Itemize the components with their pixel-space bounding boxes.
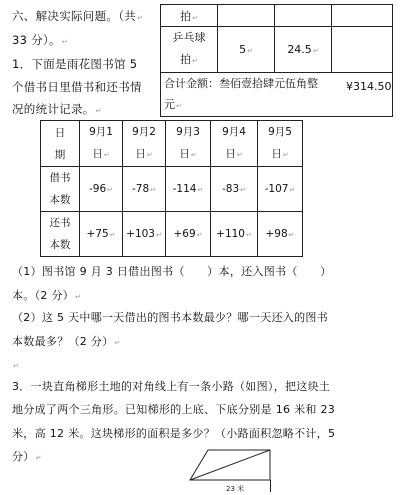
stats-date-text: 9月5 xyxy=(268,126,292,138)
q1-text-2: 个借书日里借书和还书情 xyxy=(12,80,142,94)
stats-date-text: 9月4 xyxy=(222,126,246,138)
text-cursor xyxy=(270,480,271,492)
sub2-line-1 xyxy=(12,309,328,325)
bottom-base-label: 23 米 xyxy=(226,485,245,493)
receipt-total-amount: ¥314.50 xyxy=(346,80,392,93)
receipt-amount-cell xyxy=(332,27,393,73)
paragraph-mark: ↵ xyxy=(190,151,197,159)
paragraph-mark: ↵ xyxy=(146,151,153,159)
stats-value-cell xyxy=(211,167,258,212)
stats-date-text: 日 xyxy=(271,148,282,160)
paragraph-mark: ↵ xyxy=(197,186,204,194)
stats-value-text: -107 xyxy=(264,183,289,195)
stats-date-text: 日 xyxy=(92,148,103,160)
receipt-qty-text: 5 xyxy=(239,43,247,56)
paragraph-mark: ↵ xyxy=(103,151,110,159)
stats-date-cell xyxy=(166,121,211,167)
q1-line-1 xyxy=(12,56,137,72)
paragraph-mark: ↵ xyxy=(236,151,243,159)
receipt-item-cell xyxy=(161,27,218,73)
stats-date-cell xyxy=(211,121,258,167)
stats-label-text: 本数 xyxy=(49,194,71,206)
q3-text-4: 分） xyxy=(12,450,35,463)
stats-header-text: 期 xyxy=(54,148,66,161)
receipt-price-cell xyxy=(275,5,332,27)
paragraph-mark: ↵ xyxy=(176,102,182,110)
receipt-price-text: 24.5 xyxy=(287,43,312,56)
q3-line-3 xyxy=(12,425,335,441)
sub1-line-1 xyxy=(12,263,332,279)
q3-line-4 xyxy=(12,448,42,464)
section-heading-text-1: 六、解决实际问题。（共 xyxy=(12,9,137,23)
stats-label-cell xyxy=(41,167,80,212)
paragraph-mark: ↵ xyxy=(61,38,69,46)
paragraph-mark: ↵ xyxy=(312,47,319,55)
q3-text-1: 3．一块直角梯形土地的对角线上有一条小路（如图），把这块土 xyxy=(12,380,331,393)
stats-date-text: 9月2 xyxy=(132,126,156,138)
receipt-qty-cell xyxy=(218,5,275,27)
q1-line-3 xyxy=(12,101,102,117)
sub1-line-2 xyxy=(12,287,81,303)
stats-value-cell xyxy=(80,212,123,257)
stats-value-text: +103 xyxy=(126,228,155,240)
stats-value-text: -114 xyxy=(172,183,197,195)
stats-date-cell xyxy=(123,121,166,167)
stats-value-cell xyxy=(123,167,166,212)
paragraph-mark: ↵ xyxy=(192,57,198,65)
receipt-table xyxy=(160,4,393,117)
receipt-total-text-2: 元 xyxy=(164,98,175,111)
library-stats-table xyxy=(40,120,303,257)
paragraph-mark: ↵ xyxy=(289,186,296,194)
q3-text-2: 地分成了两个三角形。已知梯形的上底、下底分别是 16 米和 23 xyxy=(12,403,336,416)
stats-date-row xyxy=(41,121,303,167)
receipt-item-text: 乒乓球 xyxy=(172,31,206,44)
stats-value-cell xyxy=(123,212,166,257)
q1-text-3: 况的统计记录。 xyxy=(12,102,95,116)
stats-value-cell xyxy=(211,212,258,257)
stats-value-text: -83 xyxy=(221,183,240,195)
stats-value-text: +110 xyxy=(216,228,245,240)
sub2-text-1: （2）这 5 天中哪一天借出的图书本数最少？哪一天还入的图书 xyxy=(12,311,328,324)
paragraph-mark: ↵ xyxy=(114,339,121,347)
stats-value-text: -96 xyxy=(88,183,107,195)
sub1-text-2: 本。（2 分） xyxy=(12,289,75,302)
receipt-qty-cell xyxy=(218,27,275,73)
receipt-item-text: 拍 xyxy=(180,9,192,23)
paragraph-mark: ↵ xyxy=(109,231,116,239)
receipt-total-text: 合计金额：叁佰壹拾肆元伍角整 xyxy=(164,77,318,90)
paragraph-mark: ↵ xyxy=(288,231,295,239)
paragraph-mark: ↵ xyxy=(196,231,203,239)
q1-text-1: 1．下面是雨花图书馆 5 xyxy=(12,57,138,71)
stats-date-text: 9月1 xyxy=(89,126,113,138)
receipt-price-cell xyxy=(275,27,332,73)
stats-date-text: 日 xyxy=(135,148,146,160)
stats-date-cell xyxy=(80,121,123,167)
paragraph-mark: ↵ xyxy=(137,14,144,22)
receipt-total-cell xyxy=(161,73,393,117)
stats-label-cell xyxy=(41,212,80,257)
paragraph-mark: ↵ xyxy=(150,186,157,194)
stats-label-text: 还书 xyxy=(49,217,71,229)
section-heading-line-2 xyxy=(12,32,68,48)
stats-label-text: 本数 xyxy=(49,239,71,251)
paragraph-mark: ↵ xyxy=(75,293,82,301)
stats-value-text: -78 xyxy=(131,183,150,195)
stats-date-text: 9月3 xyxy=(176,126,200,138)
stats-header-cell xyxy=(41,121,80,167)
stats-value-text: +69 xyxy=(173,228,196,240)
trapezoid-figure xyxy=(188,448,298,494)
paragraph-mark: ↵ xyxy=(95,107,102,115)
q1-line-2 xyxy=(12,79,142,95)
stats-value-cell xyxy=(258,212,303,257)
sub2-line-2 xyxy=(12,333,121,349)
stats-value-cell xyxy=(166,212,211,257)
paragraph-mark: ↵ xyxy=(13,362,20,370)
section-heading-line-1 xyxy=(12,8,143,24)
stats-value-cell xyxy=(258,167,303,212)
stats-date-text: 日 xyxy=(225,148,236,160)
q3-line-2 xyxy=(12,401,335,417)
stats-header-text: 日 xyxy=(54,126,66,139)
stats-value-cell xyxy=(166,167,211,212)
paragraph-mark: ↵ xyxy=(155,231,162,239)
section-heading-text-2: 33 分）。 xyxy=(12,33,61,47)
paragraph-mark: ↵ xyxy=(247,47,253,55)
sub1-text-1: （1）图书馆 9 月 3 日借出图书（ ）本，还入图书（ ） xyxy=(12,265,332,278)
stats-date-cell xyxy=(258,121,303,167)
q3-line-1 xyxy=(12,378,330,394)
receipt-row-1 xyxy=(161,5,393,27)
q3-text-3: 米，高 12 米。这块梯形的面积是多少？（小路面积忽略不计，5 xyxy=(12,427,336,440)
empty-paragraph xyxy=(12,357,19,371)
paragraph-mark: ↵ xyxy=(282,151,289,159)
receipt-total-row xyxy=(161,73,393,117)
sub2-text-2: 本数最多？（2 分） xyxy=(12,335,114,348)
paragraph-mark: ↵ xyxy=(240,186,247,194)
stats-value-text: +75 xyxy=(86,228,109,240)
stats-label-text: 借书 xyxy=(49,172,71,184)
receipt-item-text: 拍 xyxy=(180,53,192,66)
stats-value-cell xyxy=(80,167,123,212)
paragraph-mark: ↵ xyxy=(192,13,198,22)
paragraph-mark: ↵ xyxy=(245,231,252,239)
stats-return-row xyxy=(41,212,303,257)
stats-value-text: +98 xyxy=(265,228,288,240)
paragraph-mark: ↵ xyxy=(35,454,42,462)
receipt-amount-cell xyxy=(332,5,393,27)
receipt-row-2 xyxy=(161,27,393,73)
stats-date-text: 日 xyxy=(179,148,190,160)
paragraph-mark: ↵ xyxy=(107,186,114,194)
stats-borrow-row xyxy=(41,167,303,212)
receipt-item-cell xyxy=(161,5,218,27)
